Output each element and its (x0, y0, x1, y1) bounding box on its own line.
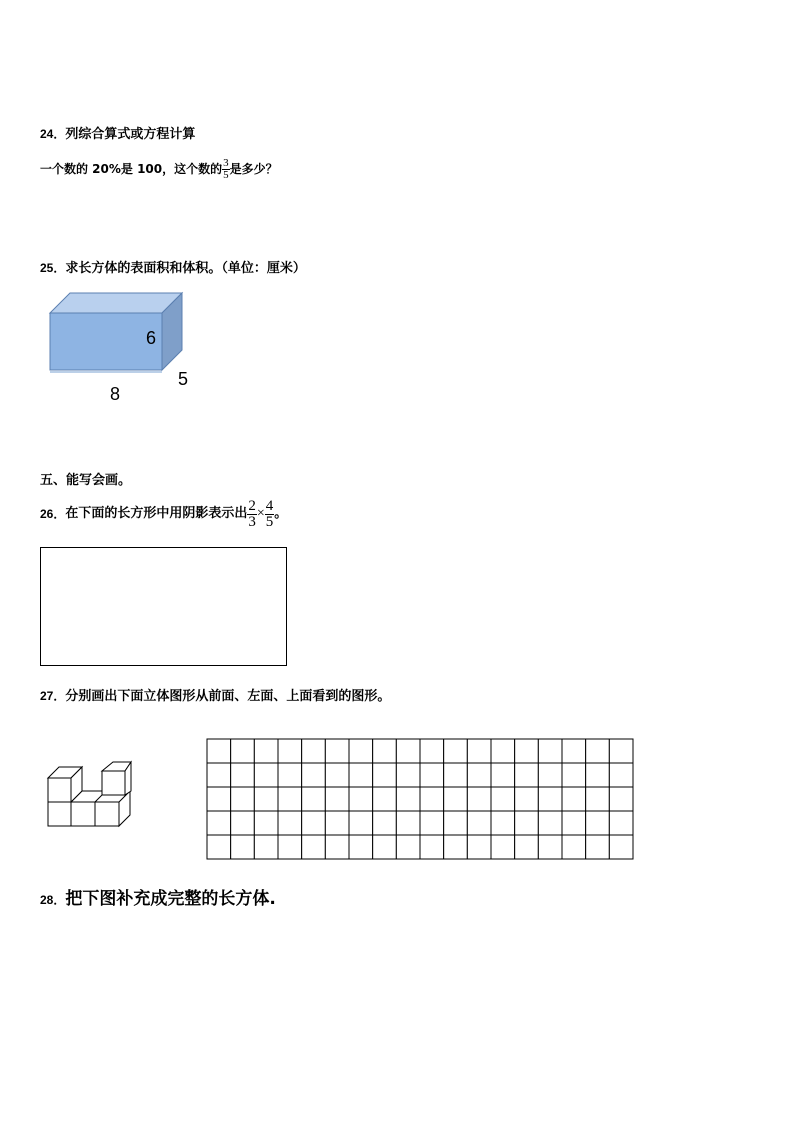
grid-cell[interactable] (231, 787, 255, 811)
grid-cell[interactable] (586, 739, 610, 763)
section5-title: 五、能写会画。 (40, 473, 132, 488)
grid-cell[interactable] (420, 787, 444, 811)
grid-cell[interactable] (586, 763, 610, 787)
grid-cell[interactable] (231, 835, 255, 859)
q24-text-after: 是多少？ (229, 162, 278, 176)
grid-cell[interactable] (325, 787, 349, 811)
grid-cell[interactable] (538, 811, 562, 835)
grid-cell[interactable] (254, 835, 278, 859)
grid-cell[interactable] (254, 739, 278, 763)
q26-number: 26． (40, 507, 66, 521)
drawing-grid[interactable] (207, 739, 633, 859)
grid-cell[interactable] (373, 763, 397, 787)
grid-cell[interactable] (278, 763, 302, 787)
grid-cell[interactable] (515, 763, 539, 787)
grid-cell[interactable] (373, 787, 397, 811)
q26-frac1-num: 2 (248, 497, 256, 514)
grid-cell[interactable] (515, 835, 539, 859)
grid-cell[interactable] (420, 763, 444, 787)
q26-frac1-den: 3 (248, 513, 256, 530)
cube-front-face (71, 802, 95, 826)
grid-cell[interactable] (467, 787, 491, 811)
grid-cell[interactable] (609, 835, 633, 859)
grid-cell[interactable] (538, 763, 562, 787)
grid-cell[interactable] (491, 811, 515, 835)
q28-heading (40, 889, 276, 910)
q26-text-after: 。 (274, 506, 288, 521)
grid-cell[interactable] (444, 739, 468, 763)
grid-cell[interactable] (586, 787, 610, 811)
grid-cell[interactable] (609, 739, 633, 763)
q24-number: 24． (40, 127, 66, 141)
grid-cell[interactable] (207, 835, 231, 859)
grid-cell[interactable] (538, 787, 562, 811)
grid-cell[interactable] (444, 835, 468, 859)
q27-title: 分别画出下面立体图形从前面、左面、上面看到的图形。 (65, 689, 391, 704)
cube-side-face (119, 791, 130, 826)
q26-text-before: 在下面的长方形中用阴影表示出 (65, 506, 248, 521)
grid-cell[interactable] (302, 739, 326, 763)
q25-title: 求长方体的表面积和体积。（单位：厘米） (65, 261, 306, 276)
grid-cell[interactable] (586, 811, 610, 835)
grid-cell[interactable] (207, 811, 231, 835)
grid-cell[interactable] (396, 787, 420, 811)
grid-cell[interactable] (515, 787, 539, 811)
grid-cell[interactable] (467, 763, 491, 787)
grid-cell[interactable] (231, 763, 255, 787)
grid-cell[interactable] (373, 811, 397, 835)
cuboid-height-label: 6 (146, 328, 157, 348)
q28-number: 28． (40, 893, 66, 907)
grid-cell[interactable] (586, 835, 610, 859)
grid-cell[interactable] (278, 835, 302, 859)
grid-cell[interactable] (562, 787, 586, 811)
grid-cell[interactable] (207, 739, 231, 763)
grid-cell[interactable] (325, 763, 349, 787)
grid-cell[interactable] (207, 787, 231, 811)
grid-cell[interactable] (349, 835, 373, 859)
grid-cell[interactable] (254, 811, 278, 835)
grid-cell[interactable] (562, 763, 586, 787)
grid-cell[interactable] (538, 835, 562, 859)
grid-cell[interactable] (444, 763, 468, 787)
grid-cell[interactable] (207, 763, 231, 787)
grid-cell[interactable] (278, 739, 302, 763)
grid-cell[interactable] (396, 835, 420, 859)
grid-cell[interactable] (491, 739, 515, 763)
grid-cell[interactable] (349, 739, 373, 763)
grid-cell[interactable] (444, 787, 468, 811)
grid-cell[interactable] (396, 739, 420, 763)
grid-cell[interactable] (396, 811, 420, 835)
grid-cell[interactable] (491, 763, 515, 787)
grid-cell[interactable] (373, 739, 397, 763)
grid-cell[interactable] (278, 787, 302, 811)
cube-front-face (48, 802, 71, 826)
grid-cell[interactable] (562, 739, 586, 763)
grid-cell[interactable] (302, 763, 326, 787)
grid-cell[interactable] (373, 835, 397, 859)
grid-cell[interactable] (420, 811, 444, 835)
grid-cell[interactable] (325, 835, 349, 859)
grid-cell[interactable] (420, 835, 444, 859)
q26-frac2-den: 5 (265, 513, 274, 530)
q24-frac-num: 3 (223, 157, 229, 169)
grid-cell[interactable] (349, 763, 373, 787)
grid-cell[interactable] (467, 811, 491, 835)
q24-title: 列综合算式或方程计算 (65, 127, 196, 142)
grid-cell[interactable] (515, 739, 539, 763)
grid-cell[interactable] (302, 811, 326, 835)
grid-cell[interactable] (491, 835, 515, 859)
grid-cell[interactable] (420, 739, 444, 763)
grid-cell[interactable] (302, 835, 326, 859)
grid-cell[interactable] (231, 811, 255, 835)
q26-frac2-num: 4 (265, 497, 274, 514)
grid-cell[interactable] (349, 811, 373, 835)
q24-frac-den: 5 (223, 169, 229, 181)
cube-front-face (48, 778, 71, 802)
times-sign: × (256, 506, 265, 521)
grid-cell[interactable] (278, 811, 302, 835)
grid-cell[interactable] (254, 763, 278, 787)
grid-cell[interactable] (325, 811, 349, 835)
grid-cell[interactable] (467, 835, 491, 859)
grid-cell[interactable] (515, 811, 539, 835)
grid-cell[interactable] (231, 739, 255, 763)
grid-cell[interactable] (609, 763, 633, 787)
grid-cell[interactable] (538, 739, 562, 763)
q25-number: 25． (40, 261, 66, 275)
grid-cell[interactable] (254, 787, 278, 811)
grid-cell[interactable] (349, 787, 373, 811)
grid-cell[interactable] (444, 811, 468, 835)
grid-cell[interactable] (609, 811, 633, 835)
grid-cell[interactable] (609, 787, 633, 811)
grid-cell[interactable] (562, 811, 586, 835)
cube-front-face (102, 771, 125, 795)
grid-cell[interactable] (562, 835, 586, 859)
q28-title: 把下图补充成完整的长方体. (65, 889, 276, 909)
grid-cell[interactable] (491, 787, 515, 811)
cuboid-length-label: 8 (110, 384, 121, 404)
grid-cell[interactable] (396, 763, 420, 787)
q27-number: 27． (40, 689, 66, 703)
q24-text-before: 一个数的 20%是 100，这个数的 (40, 162, 223, 176)
grid-cell[interactable] (302, 787, 326, 811)
cube-front-face (95, 802, 119, 826)
grid-cell[interactable] (467, 739, 491, 763)
cuboid-depth-label: 5 (178, 369, 189, 389)
grid-cell[interactable] (325, 739, 349, 763)
